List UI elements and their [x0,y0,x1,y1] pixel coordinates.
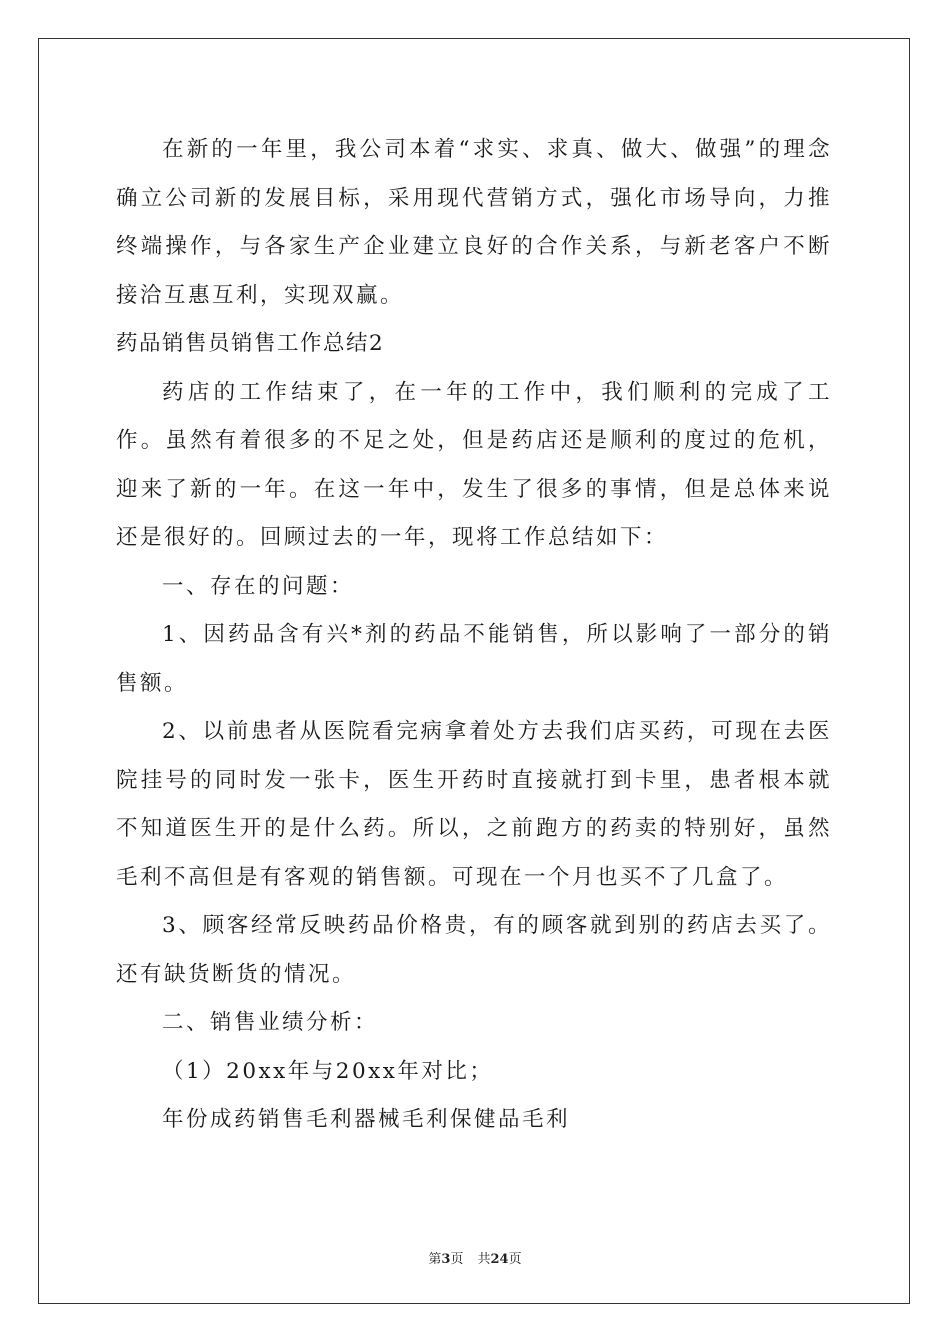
page-footer [0,1248,950,1267]
heading-sales-analysis: 二、销售业绩分析： [162,1010,379,1035]
total-pages: 24 [490,1252,509,1267]
section-title: 药品销售员销售工作总结2 [116,331,385,356]
table-header-line: 年份成药销售毛利器械毛利保健品毛利 [162,1107,571,1132]
paragraph-problem-2: 2、以前患者从医院看完病拿着处方去我们店买药，可现在去医院挂号的同时发一张卡，医生开药时直接就打到卡里，患者根本就不知道医生开的是什么药。所以，之前跑方的药卖的特别好，虽然毛利不高但是有客观的销售额。可现在一个月也买不了几盒了。 [116,719,832,890]
paragraph-problem-3: 3、顾客经常反映药品价格贵，有的顾客就到别的药店去买了。还有缺货断货的情况。 [116,913,832,987]
paragraph-comparison: （1）20xx年与20xx年对比； [162,1058,494,1084]
document-body [116,126,832,1145]
total-prefix: 共 [477,1252,491,1267]
paragraph-intro: 药店的工作结束了，在一年的工作中，我们顺利的完成了工作。虽然有着很多的不足之处，但是药店还是顺利的度过的危机，迎来了新的一年。在这一年中，发生了很多的事情，但是总体来说还是很好的。回顾过去的一年，现将工作总结如下： [116,379,832,550]
page-number: 3 [441,1252,451,1267]
page-label-prefix: 第 [428,1252,442,1267]
paragraph-mission: 在新的一年里，我公司本着“求实、求真、做大、做强”的理念确立公司新的发展目标，采用现代营销方式，强化市场导向，力推终端操作，与各家生产企业建立良好的合作关系，与新老客户不断接洽互惠互利，实现双赢。 [116,137,832,308]
heading-problems: 一、存在的问题： [162,573,355,599]
paragraph-problem-1: 1、因药品含有兴*剂的药品不能销售，所以影响了一部分的销售额。 [116,622,832,696]
page-label-suffix: 页 [450,1252,464,1267]
total-suffix: 页 [508,1252,522,1267]
